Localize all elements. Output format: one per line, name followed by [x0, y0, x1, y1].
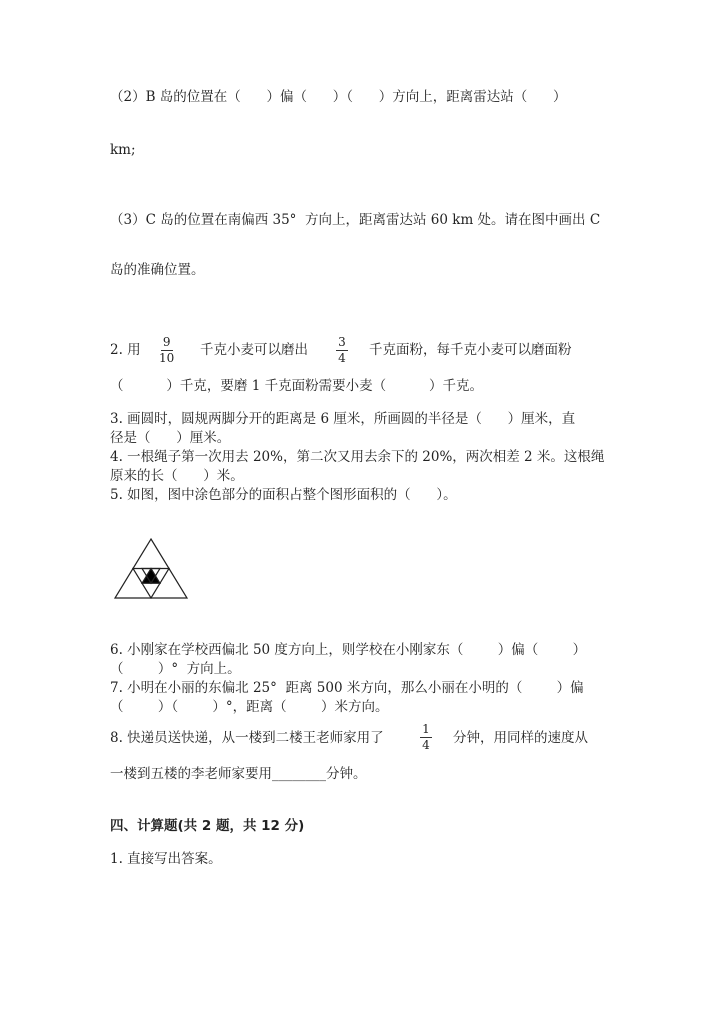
q-wheat-mid: 千克小麦可以磨出	[200, 342, 308, 358]
q-circle-line2: 径是（ ）厘米。	[110, 430, 231, 446]
fraction-denominator: 4	[422, 738, 430, 752]
section4-q1: 1. 直接写出答案。	[110, 851, 222, 867]
triangle-figure	[113, 537, 193, 607]
fraction-denominator: 4	[338, 351, 346, 365]
section-heading: 四、计算题(共 2 题，共 12 分)	[110, 818, 305, 834]
q-courier-prefix: 8. 快递员送快递，从一楼到二楼王老师家用了	[110, 730, 384, 746]
fraction-numerator: 1	[422, 722, 430, 736]
q2-sub3-line2: 岛的准确位置。	[110, 262, 205, 278]
q-shaded-line1: 5. 如图，图中涂色部分的面积占整个图形面积的（ ）。	[110, 487, 457, 503]
fraction-3-4	[336, 336, 348, 365]
shaded-triangle	[142, 569, 160, 584]
q-wheat-suffix: 千克面粉，每千克小麦可以磨面粉	[369, 342, 572, 358]
q2-sub2-line2: km;	[110, 142, 136, 158]
fraction-numerator: 9	[162, 335, 171, 349]
q2-sub2-line1: （2）B 岛的位置在（ ）偏（ ）（ ）方向上，距离雷达站（ ）	[110, 89, 567, 105]
q-courier-suffix: 分钟，用同样的速度从	[453, 730, 588, 746]
q-xiaoming-line2: （ ）（ ）°，距离（ ）米方向。	[110, 699, 389, 715]
q-wheat-line2: （ ）千克，要磨 1 千克面粉需要小麦（ ）千克。	[110, 378, 483, 394]
fraction-denominator: 10	[159, 351, 175, 365]
q-rope-line2: 原来的长（ ）米。	[110, 468, 244, 484]
q-direction-line1: 6. 小刚家在学校西偏北 50 度方向上，则学校在小刚家东（ ）偏（ ）	[110, 642, 587, 658]
fraction-numerator: 3	[338, 335, 346, 349]
q-wheat-prefix: 2. 用	[110, 342, 141, 358]
q-xiaoming-line1: 7. 小明在小丽的东偏北 25° 距离 500 米方向，那么小丽在小明的（ ）偏	[110, 680, 584, 696]
q-rope-line1: 4. 一根绳子第一次用去 20%，第二次又用去余下的 20%，两次相差 2 米。这根绳	[110, 449, 605, 465]
q-direction-line2: （ ）° 方向上。	[110, 661, 241, 677]
q-circle-line1: 3. 画圆时，圆规两脚分开的距离是 6 厘米，所画圆的半径是（ ）厘米，直	[110, 411, 576, 427]
fraction-1-4	[420, 723, 432, 752]
q2-sub3-line1: （3）C 岛的位置在南偏西 35° 方向上，距离雷达站 60 km 处。请在图中画出 C	[110, 212, 601, 228]
fraction-9-10	[159, 336, 174, 365]
q-courier-line2: 一楼到五楼的李老师家要用________分钟。	[110, 766, 367, 782]
